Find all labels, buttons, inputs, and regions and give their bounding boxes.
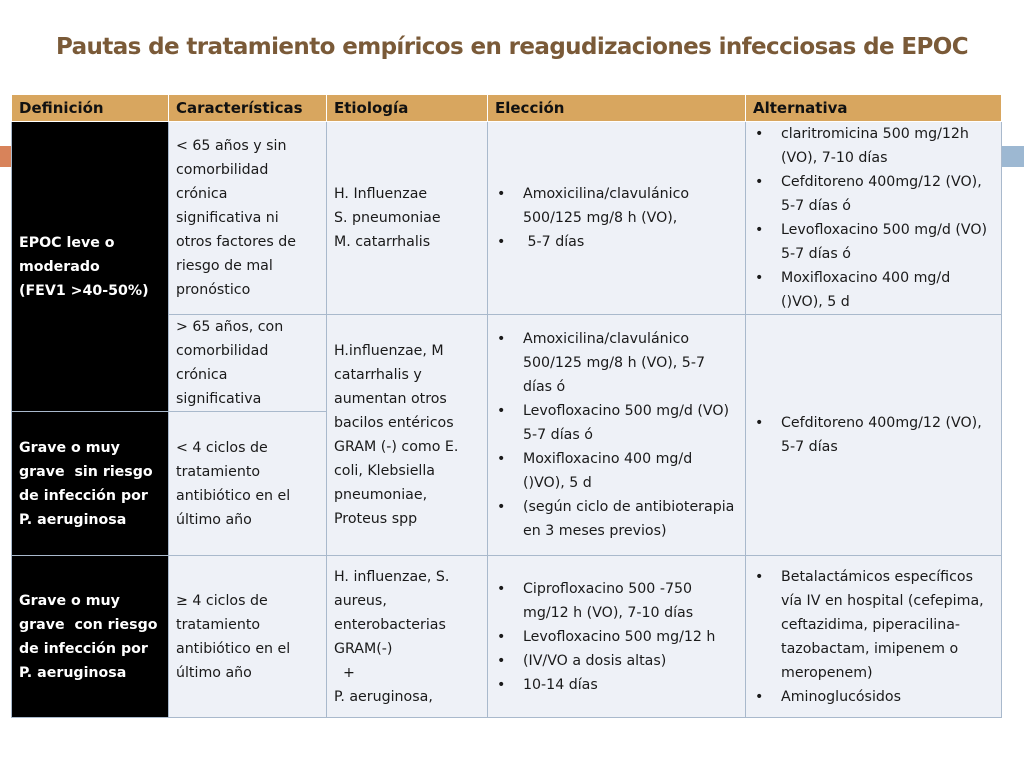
cell-line: Grave o muy xyxy=(19,592,120,609)
caracteristicas-cell xyxy=(169,122,327,315)
alternativa-cell xyxy=(746,315,1002,556)
cell-line: EPOC leve o xyxy=(19,234,115,251)
cell-line: P. aeruginosa xyxy=(19,664,127,681)
cell-line: ≥ 4 ciclos de xyxy=(176,592,268,609)
cell-line: tratamiento xyxy=(176,463,261,480)
slide-title: Pautas de tratamiento empíricos en reagudizaciones infecciosas de EPOC xyxy=(55,34,968,60)
header-alternativa: Alternativa xyxy=(746,95,1002,122)
list-item: • Aminoglucósidos xyxy=(781,685,994,709)
cell-line: H.influenzae, M xyxy=(334,343,444,359)
cell-line: antibiótico en el xyxy=(176,487,291,504)
cell-line: de infección por xyxy=(19,640,148,657)
cell-line: aumentan otros xyxy=(334,391,447,407)
cell-line: Grave o muy xyxy=(19,439,120,456)
cell-line: + xyxy=(334,664,355,681)
cell-line: P. aeruginosa xyxy=(19,511,127,528)
definicion-grave-con-riesgo xyxy=(12,556,169,718)
list-item: • Levofloxacino 500 mg/12 h xyxy=(523,625,738,649)
bullet-list xyxy=(495,182,738,254)
table-row xyxy=(12,556,1002,718)
cell-line: tratamiento xyxy=(176,616,261,633)
list-item: • Amoxicilina/clavulánico 500/125 mg/8 h (VO), xyxy=(523,182,738,230)
definicion-epoc-leve xyxy=(12,122,169,412)
bullet-list xyxy=(753,122,994,314)
cell-line: bacilos entéricos xyxy=(334,415,454,431)
right-accent-bar xyxy=(1001,146,1024,167)
eleccion-cell xyxy=(488,315,746,556)
header-eleccion: Elección xyxy=(488,95,746,122)
etiologia-cell xyxy=(327,315,488,556)
caracteristicas-cell xyxy=(169,412,327,556)
list-item: • Cefditoreno 400mg/12 (VO), 5-7 días xyxy=(781,411,994,459)
cell-line: Proteus spp xyxy=(334,511,418,527)
cell-line: aureus, xyxy=(334,592,387,609)
list-item: • Moxifloxacino 400 mg/d ()VO), 5 d xyxy=(523,447,738,495)
cell-line: catarrhalis y xyxy=(334,367,422,383)
bullet-list xyxy=(495,577,738,697)
left-accent-bar xyxy=(0,146,11,167)
list-item: • Cefditoreno 400mg/12 (VO), 5-7 días ó xyxy=(781,170,994,218)
list-item: • Levofloxacino 500 mg/d (VO) 5-7 días ó xyxy=(781,218,994,266)
cell-line: M. catarrhalis xyxy=(334,234,431,250)
header-etiologia: Etiología xyxy=(327,95,488,122)
list-item: • (según ciclo de antibioterapia en 3 meses previos) xyxy=(523,495,738,543)
list-item: • Amoxicilina/clavulánico 500/125 mg/8 h (VO), 5-7 días ó xyxy=(523,327,738,399)
cell-line: GRAM(-) xyxy=(334,640,393,657)
cell-line: coli, Klebsiella xyxy=(334,463,436,479)
table-row xyxy=(12,122,1002,315)
list-item: • 5-7 días xyxy=(523,230,738,254)
cell-line: GRAM (-) como E. xyxy=(334,439,459,455)
cell-line: significativa xyxy=(176,391,262,407)
caracteristicas-cell xyxy=(169,556,327,718)
cell-line: riesgo de mal xyxy=(176,258,273,274)
cell-line: < 65 años y sin xyxy=(176,138,287,154)
list-item: • (IV/VO a dosis altas) xyxy=(523,649,738,673)
header-definicion: Definición xyxy=(12,95,169,122)
cell-line: antibiótico en el xyxy=(176,640,291,657)
cell-line: significativa ni xyxy=(176,210,279,226)
cell-line: comorbilidad xyxy=(176,343,269,359)
cell-line: último año xyxy=(176,664,252,681)
cell-line: enterobacterias xyxy=(334,616,446,633)
cell-line: último año xyxy=(176,511,252,528)
cell-line: grave sin riesgo xyxy=(19,463,153,480)
bullet-list xyxy=(753,565,994,709)
bullet-list xyxy=(753,411,994,459)
caracteristicas-cell xyxy=(169,315,327,412)
header-row xyxy=(12,95,1002,122)
cell-line: pronóstico xyxy=(176,282,251,298)
etiologia-cell xyxy=(327,122,488,315)
eleccion-cell xyxy=(488,556,746,718)
etiologia-cell xyxy=(327,556,488,718)
list-item: • Betalactámicos específicos vía IV en hospital (cefepima, ceftazidima, piperacilina-tazobactam, imipenem o meropenem) xyxy=(781,565,994,685)
cell-line: otros factores de xyxy=(176,234,296,250)
eleccion-cell xyxy=(488,122,746,315)
cell-line: de infección por xyxy=(19,487,148,504)
alternativa-cell xyxy=(746,556,1002,718)
cell-line: crónica xyxy=(176,186,228,202)
list-item: • 10-14 días xyxy=(523,673,738,697)
treatment-table xyxy=(11,94,1002,718)
list-item: • Levofloxacino 500 mg/d (VO) 5-7 días ó xyxy=(523,399,738,447)
bullet-list xyxy=(495,327,738,543)
list-item: • Ciprofloxacino 500 -750 mg/12 h (VO), 7-10 días xyxy=(523,577,738,625)
cell-line: (FEV1 >40-50%) xyxy=(19,282,149,299)
cell-line: H. Influenzae xyxy=(334,186,428,202)
cell-line: H. influenzae, S. xyxy=(334,568,450,585)
list-item: • claritromicina 500 mg/12h (VO), 7-10 días xyxy=(781,122,994,170)
cell-line: crónica xyxy=(176,367,228,383)
cell-line: grave con riesgo xyxy=(19,616,158,633)
cell-line: < 4 ciclos de xyxy=(176,439,268,456)
cell-line: > 65 años, con xyxy=(176,319,284,335)
list-item: • Moxifloxacino 400 mg/d ()VO), 5 d xyxy=(781,266,994,314)
cell-line: S. pneumoniae xyxy=(334,210,441,226)
alternativa-cell xyxy=(746,122,1002,315)
header-caracteristicas: Características xyxy=(169,95,327,122)
cell-line: moderado xyxy=(19,258,100,275)
definicion-grave-sin-riesgo xyxy=(12,412,169,556)
cell-line: P. aeruginosa, xyxy=(334,688,433,705)
cell-line: pneumoniae, xyxy=(334,487,428,503)
cell-line: comorbilidad xyxy=(176,162,269,178)
